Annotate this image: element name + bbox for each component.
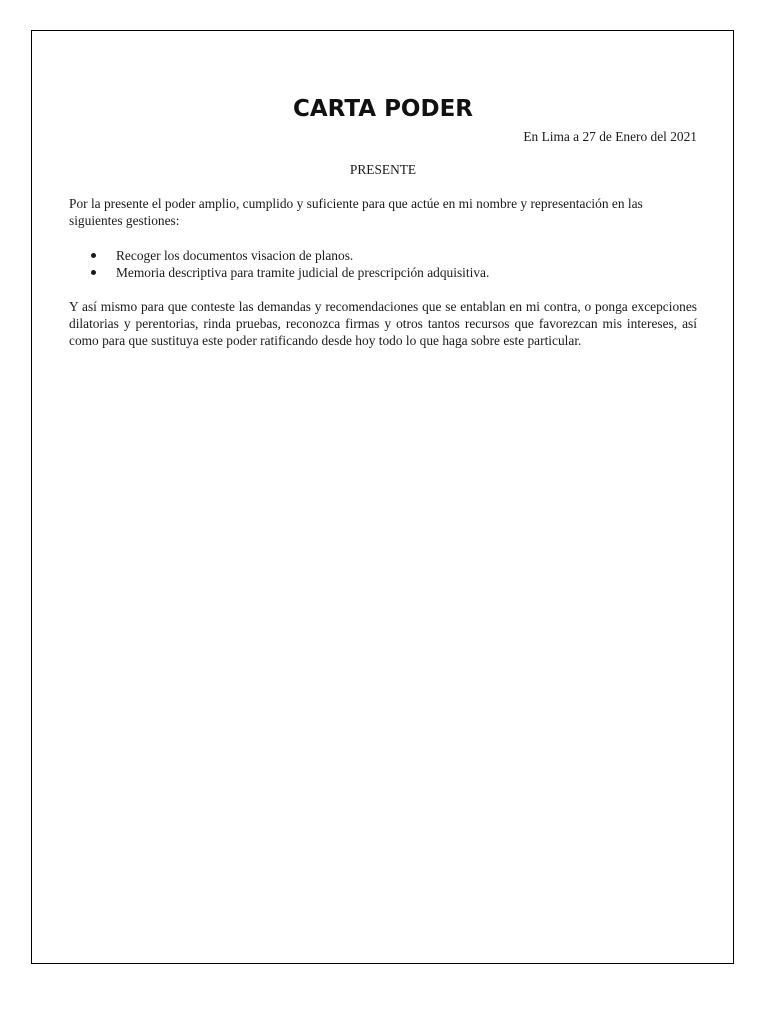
list-item (69, 264, 697, 281)
salutation: PRESENTE (349, 162, 417, 177)
intro-paragraph: Por la presente el poder amplio, cumplido y suficiente para que actúe en mi nombre y representación en las siguientes gestiones: (69, 196, 643, 228)
list-item (69, 247, 697, 264)
bullet-icon (91, 253, 96, 258)
gestiones-list (69, 247, 697, 281)
closing-paragraph: Y así mismo para que conteste las demandas y recomendaciones que se entablan en mi contra, o ponga excepciones dilatorias y perentorias, rinda pruebas, reconozca firmas y otros tantos recursos que favorezcan mis intereses, así como para que sustituya este poder ratificando desde hoy todo lo que haga sobre este particular. (69, 299, 697, 348)
list-item-text: Memoria descriptiva para tramite judicial de prescripción adquisitiva. (116, 265, 490, 280)
date-line: En Lima a 27 de Enero del 2021 (523, 129, 697, 144)
document-title: CARTA PODER (293, 96, 473, 122)
list-item-text: Recoger los documentos visacion de planos. (116, 248, 354, 263)
bullet-icon (91, 270, 96, 275)
